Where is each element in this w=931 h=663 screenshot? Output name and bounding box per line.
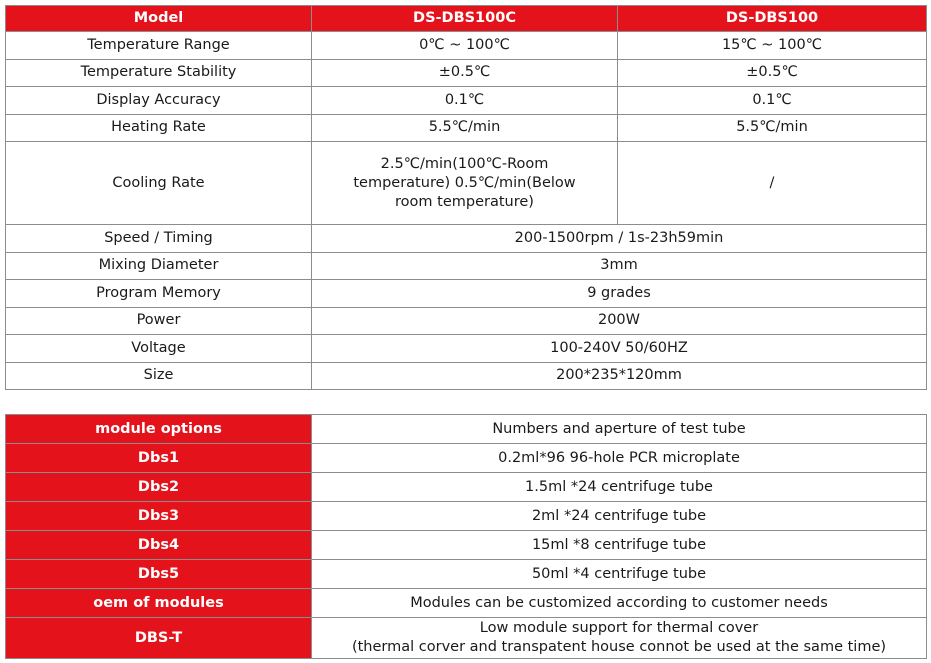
module-value-cell: 1.5ml *24 centrifuge tube — [312, 473, 927, 502]
table-row — [6, 114, 927, 142]
cell-ds-dbs100c: 0℃ ~ 100℃ — [312, 32, 618, 60]
shared-value-cell: 200-1500rpm / 1s-23h59min — [312, 225, 927, 253]
table-row — [6, 252, 927, 280]
table-row — [6, 362, 927, 390]
module-name-cell: Dbs1 — [6, 444, 312, 473]
table-row — [6, 444, 927, 473]
row-label: Cooling Rate — [6, 142, 312, 225]
table-row — [6, 59, 927, 87]
module-name-cell: Dbs2 — [6, 473, 312, 502]
module-options-header-cell: module options — [6, 415, 312, 444]
row-label: Power — [6, 307, 312, 335]
table-row — [6, 473, 927, 502]
cell-ds-dbs100c: 0.1℃ — [312, 87, 618, 115]
module-header-row — [6, 415, 927, 444]
module-value-cell: 2ml *24 centrifuge tube — [312, 502, 927, 531]
model-header-cell: Model — [6, 6, 312, 32]
table-row — [6, 531, 927, 560]
row-label: Display Accuracy — [6, 87, 312, 115]
module-value-cell: 15ml *8 centrifuge tube — [312, 531, 927, 560]
cooling-rate-line: temperature) 0.5℃/min(Below — [353, 174, 576, 191]
table-row — [6, 589, 927, 618]
row-label: Heating Rate — [6, 114, 312, 142]
table-row — [6, 87, 927, 115]
shared-value-cell: 100-240V 50/60HZ — [312, 335, 927, 363]
table-row — [6, 618, 927, 659]
module-name-cell: DBS-T — [6, 618, 312, 659]
table-row — [6, 280, 927, 308]
table-row — [6, 307, 927, 335]
ds-dbs100-header-cell: DS-DBS100 — [618, 6, 927, 32]
module-value-cell: 0.2ml*96 96-hole PCR microplate — [312, 444, 927, 473]
shared-value-cell: 200W — [312, 307, 927, 335]
cell-ds-dbs100: 0.1℃ — [618, 87, 927, 115]
row-label: Temperature Range — [6, 32, 312, 60]
module-value-cell: 50ml *4 centrifuge tube — [312, 560, 927, 589]
module-value-cell: Modules can be customized according to customer needs — [312, 589, 927, 618]
module-value-line: Low module support for thermal cover — [479, 620, 759, 636]
cell-ds-dbs100: 15℃ ~ 100℃ — [618, 32, 927, 60]
cell-ds-dbs100: ±0.5℃ — [618, 59, 927, 87]
module-value-line: (thermal corver and transpatent house connot be used at the same time) — [351, 639, 887, 655]
shared-value-cell: 200*235*120mm — [312, 362, 927, 390]
cell-ds-dbs100c — [312, 142, 618, 225]
cell-ds-dbs100c: 5.5℃/min — [312, 114, 618, 142]
row-label: Speed / Timing — [6, 225, 312, 253]
shared-value-cell: 9 grades — [312, 280, 927, 308]
row-label: Program Memory — [6, 280, 312, 308]
cooling-rate-line: room temperature) — [395, 193, 534, 210]
test-tube-header-cell: Numbers and aperture of test tube — [312, 415, 927, 444]
module-name-cell: Dbs4 — [6, 531, 312, 560]
table-row — [6, 225, 927, 253]
spec-header-row — [6, 6, 927, 32]
row-label: Mixing Diameter — [6, 252, 312, 280]
row-label: Size — [6, 362, 312, 390]
module-options-table — [5, 414, 927, 659]
cell-ds-dbs100: / — [618, 142, 927, 225]
module-name-cell: Dbs5 — [6, 560, 312, 589]
specifications-table — [5, 5, 927, 390]
cell-ds-dbs100: 5.5℃/min — [618, 114, 927, 142]
module-name-cell: oem of modules — [6, 589, 312, 618]
module-value-cell — [312, 618, 927, 659]
table-row — [6, 560, 927, 589]
table-row — [6, 142, 927, 225]
table-row — [6, 502, 927, 531]
shared-value-cell: 3mm — [312, 252, 927, 280]
table-row — [6, 335, 927, 363]
module-name-cell: Dbs3 — [6, 502, 312, 531]
ds-dbs100c-header-cell: DS-DBS100C — [312, 6, 618, 32]
cell-ds-dbs100c: ±0.5℃ — [312, 59, 618, 87]
row-label: Voltage — [6, 335, 312, 363]
row-label: Temperature Stability — [6, 59, 312, 87]
cooling-rate-line: 2.5℃/min(100℃-Room — [380, 155, 549, 172]
table-row — [6, 32, 927, 60]
